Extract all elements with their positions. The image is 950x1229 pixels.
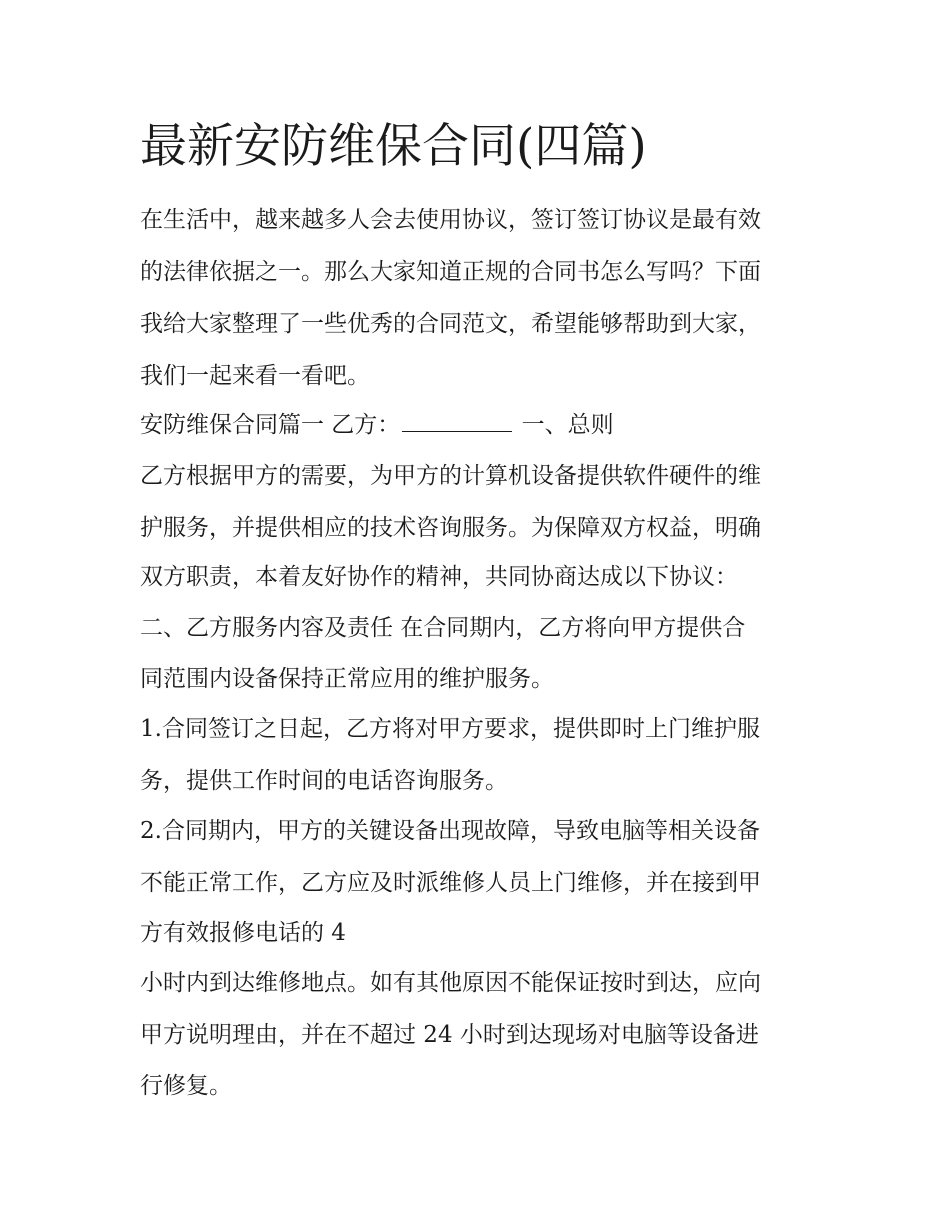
paragraph-line: 护服务，并提供相应的技术咨询服务。为保障双方权益，明确	[140, 515, 761, 541]
paragraph-line: 行修复。	[140, 1073, 232, 1099]
blank-underline	[402, 411, 512, 432]
document-title: 最新安防维保合同(四篇)	[140, 119, 647, 174]
paragraph-line: 我给大家整理了一些优秀的合同范文，希望能够帮助到大家，	[140, 311, 761, 337]
paragraph-line: 的法律依据之一。那么大家知道正规的合同书怎么写吗？下面	[140, 259, 761, 285]
heading-text-after: 一、总则	[514, 412, 614, 438]
paragraph-line: 1.合同签订之日起，乙方将对甲方要求，提供即时上门维护服	[140, 716, 760, 742]
contract-heading-line	[140, 408, 614, 442]
paragraph-line: 2.合同期内，甲方的关键设备出现故障，导致电脑等相关设备	[140, 818, 760, 844]
paragraph-line: 甲方说明理由，并在不超过 24 小时到达现场对电脑等设备进	[140, 1022, 759, 1048]
paragraph-line: 不能正常工作，乙方应及时派维修人员上门维修，并在接到甲	[140, 870, 761, 896]
paragraph-line: 小时内到达维修地点。如有其他原因不能保证按时到达，应向	[140, 970, 761, 996]
paragraph-line: 我们一起来看一看吧。	[140, 363, 370, 389]
paragraph-line: 同范围内设备保持正常应用的维护服务。	[140, 666, 554, 692]
paragraph-line: 二、乙方服务内容及责任 在合同期内，乙方将向甲方提供合	[140, 615, 746, 641]
paragraph-line: 乙方根据甲方的需要，为甲方的计算机设备提供软件硬件的维	[140, 463, 761, 489]
heading-text-before: 安防维保合同篇一 乙方：	[140, 412, 401, 438]
paragraph-line: 方有效报修电话的 4	[140, 920, 346, 946]
paragraph-line: 在生活中，越来越多人会去使用协议，签订签订协议是最有效	[140, 207, 761, 233]
paragraph-line: 务，提供工作时间的电话咨询服务。	[140, 768, 508, 794]
paragraph-line: 双方职责，本着友好协作的精神，共同协商达成以下协议：	[140, 564, 738, 590]
